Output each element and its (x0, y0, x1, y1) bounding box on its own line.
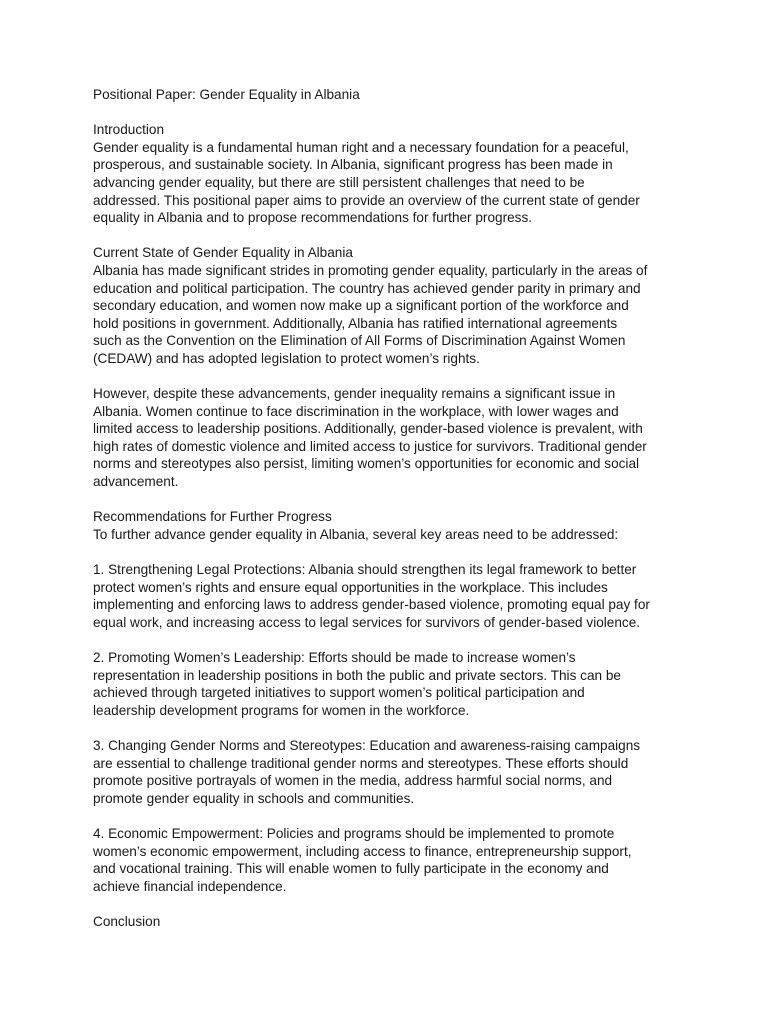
paragraph-line: women’s economic empowerment, including access to finance, entrepreneurship support, (93, 843, 632, 859)
paragraph-line: 4. Economic Empowerment: Policies and programs should be implemented to promote (93, 825, 615, 841)
section-heading: Conclusion (93, 913, 161, 929)
paragraph-line: Albania. Women continue to face discrimination in the workplace, with lower wages and (93, 403, 619, 419)
document-title: Positional Paper: Gender Equality in Albania (93, 87, 360, 102)
document-section (93, 561, 693, 631)
paragraph-gap (93, 807, 693, 825)
paragraph-line: addressed. This positional paper aims to provide an overview of the current state of gender (93, 192, 640, 208)
paragraph-line: are essential to challenge traditional gender norms and stereotypes. These efforts should (93, 755, 629, 771)
document-section (93, 385, 693, 491)
paragraph-line: 3. Changing Gender Norms and Stereotypes: Education and awareness-raising campaigns (93, 737, 641, 753)
paragraph-gap (93, 104, 693, 122)
section-heading: Introduction (93, 122, 165, 138)
paragraph-line: promote positive portrayals of women in the media, address harmful social norms, and (93, 773, 613, 789)
paragraph-gap (93, 719, 693, 737)
document-section (93, 913, 693, 931)
paragraph-line: norms and stereotypes also persist, limiting women’s opportunities for economic and social (93, 456, 640, 472)
document-sections (93, 121, 693, 930)
document-section (93, 508, 693, 543)
section-heading: Current State of Gender Equality in Albania (93, 245, 353, 261)
paragraph-gap (93, 631, 693, 649)
paragraph-line: hold positions in government. Additionally, Albania has ratified international agreements (93, 315, 618, 331)
paragraph-gap (93, 227, 693, 245)
paragraph-line: equal work, and increasing access to legal services for survivors of gender-based violence. (93, 614, 641, 630)
paragraph-gap (93, 895, 693, 913)
paragraph-gap (93, 543, 693, 561)
paragraph-line: achieved through targeted initiatives to support women’s political participation and (93, 685, 585, 701)
document-section (93, 244, 693, 367)
document-section (93, 737, 693, 807)
paragraph-line: high rates of domestic violence and limited access to justice for survivors. Traditional gender (93, 438, 647, 454)
paragraph-line: 2. Promoting Women’s Leadership: Efforts should be made to increase women’s (93, 650, 576, 665)
paragraph-line: equality in Albania and to propose recommendations for further progress. (93, 210, 533, 226)
paragraph-gap (93, 491, 693, 509)
paragraph-line: secondary education, and women now make up a significant portion of the workforce and (93, 298, 629, 314)
paragraph-line: such as the Convention on the Elimination of All Forms of Discrimination Against Women (93, 333, 626, 349)
paragraph-line: achieve financial independence. (93, 878, 287, 894)
paragraph-line: protect women’s rights and ensure equal opportunities in the workplace. This includes (93, 579, 608, 595)
paragraph-line: promote gender equality in schools and communities. (93, 790, 415, 806)
document-section (93, 121, 693, 227)
document-section (93, 825, 693, 895)
paragraph-line: 1. Strengthening Legal Protections: Albania should strengthen its legal framework to better (93, 562, 637, 578)
paragraph-line: To further advance gender equality in Albania, several key areas need to be addressed: (93, 526, 619, 542)
paragraph-line: education and political participation. The country has achieved gender parity in primary and (93, 280, 641, 296)
paragraph-line: prosperous, and sustainable society. In Albania, significant progress has been made in (93, 157, 613, 173)
document-body (93, 86, 693, 931)
paragraph-line: (CEDAW) and has adopted legislation to protect women’s rights. (93, 350, 480, 366)
paragraph-line: representation in leadership positions in both the public and private sectors. This can be (93, 667, 621, 683)
section-heading: Recommendations for Further Progress (93, 509, 332, 525)
paragraph-line: limited access to leadership positions. Additionally, gender-based violence is prevalent, with (93, 421, 643, 437)
paragraph-line: Gender equality is a fundamental human right and a necessary foundation for a peaceful, (93, 139, 629, 155)
paragraph-line: advancing gender equality, but there are still persistent challenges that need to be (93, 174, 585, 190)
document-section (93, 649, 693, 719)
paragraph-line: Albania has made significant strides in promoting gender equality, particularly in the areas of (93, 262, 648, 278)
paragraph-line: leadership development programs for women in the workforce. (93, 702, 470, 718)
paragraph-line: and vocational training. This will enable women to fully participate in the economy and (93, 861, 609, 877)
paragraph-gap (93, 368, 693, 386)
paragraph-line: advancement. (93, 474, 179, 490)
paragraph-line: implementing and enforcing laws to address gender-based violence, promoting equal pay for (93, 597, 650, 613)
paragraph-line: However, despite these advancements, gender inequality remains a significant issue in (93, 386, 616, 402)
